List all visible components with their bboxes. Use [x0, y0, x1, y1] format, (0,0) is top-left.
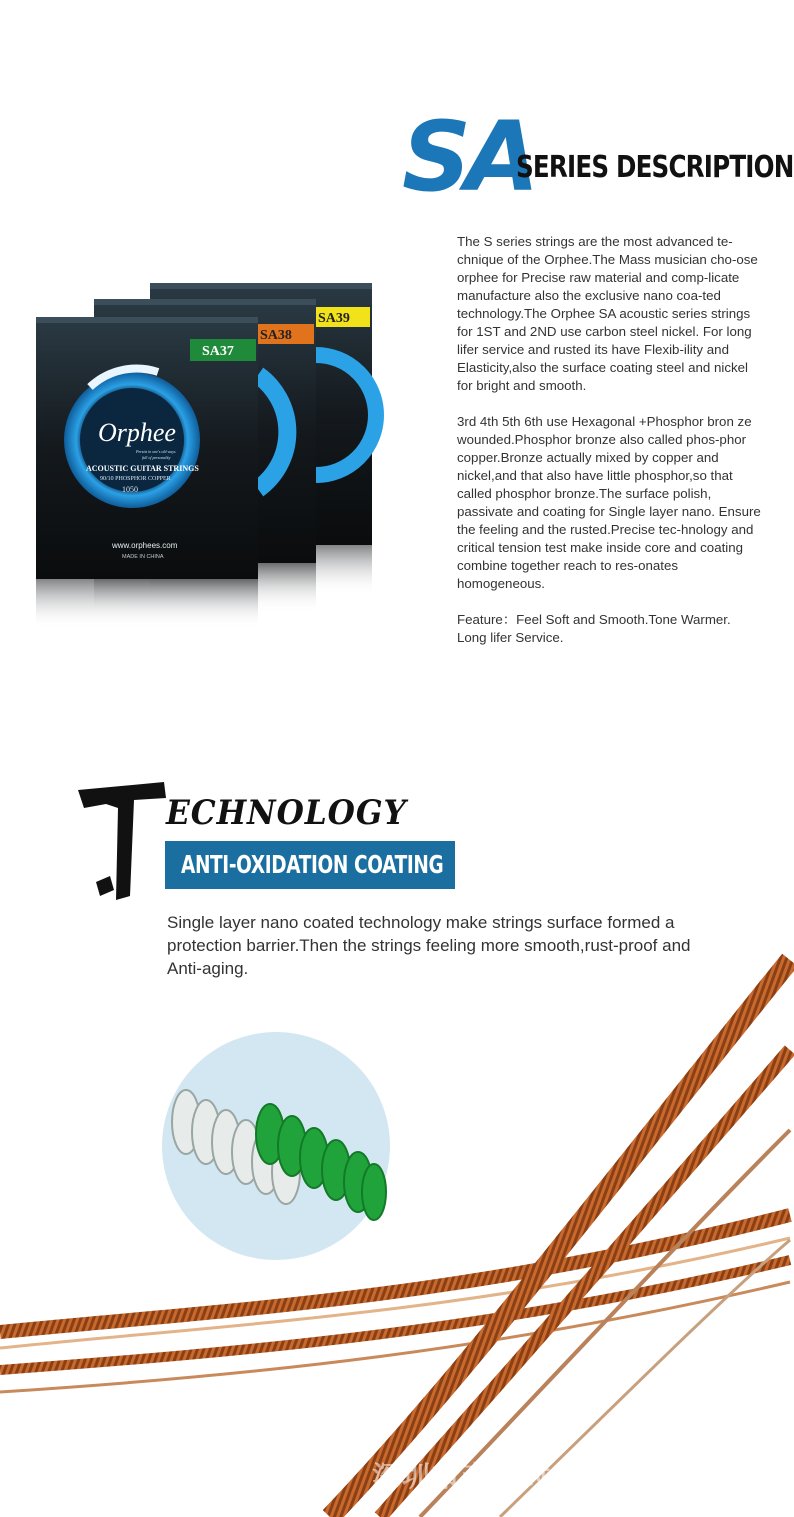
guitar-strings-image — [0, 940, 790, 1517]
model-label-sa38: SA38 — [260, 328, 292, 343]
model-label-sa39: SA39 — [318, 311, 350, 326]
anti-oxidation-banner — [165, 841, 455, 889]
company-watermark: 深圳市音爱时代有限公司 — [372, 1460, 703, 1493]
technology-title: ECHNOLOGY — [166, 793, 407, 833]
sa-description-paragraph: The S series strings are the most advanced te-chnique of the Orphee.The Mass musician cho-ose orphee for Precise raw material and comp-licate manufacture also the exclusive nano coa-ted technology.The Orphee SA acoustic series strings for 1ST and 2ND use carbon steel nickel. For long lifer service and rusted its have Flexib-ility and Elasticity,also the surface coating steel and nickel for bright and smooth. — [457, 234, 758, 393]
sa-description-paragraph: 3rd 4th 5th 6th use Hexagonal +Phosphor bron ze wounded.Phosphor bronze also called phos-phor copper.Bronze actually mixed by copper and nickel,and that also have little phosphor,so that called phosphor bronze.The surface polish, passivate and coating for Single layer nano. Ensure the feeling and the rusted.Precise tec-hnology and critical tension test make inside core and coating combine together reach to res-onates homogeneous. — [457, 414, 761, 591]
technology-description: Single layer nano coated technology make strings surface formed a protection barrier.Then the strings feeling more smooth,rust-proof and Anti-aging. — [167, 913, 691, 978]
product-type-line1: ACOUSTIC GUITAR STRINGS — [86, 464, 199, 473]
nano-coating-illustration — [160, 1030, 392, 1262]
made-in-label: MADE IN CHINA — [122, 554, 164, 560]
brand-website: www.orphees.com — [112, 541, 178, 550]
product-box-sa37 — [36, 317, 258, 629]
sa-description — [457, 233, 762, 665]
brand-logo-text: Orphee — [98, 418, 176, 447]
string-gauge: 1050 — [122, 485, 138, 494]
sa-logo — [400, 98, 534, 213]
technology-initial-t — [76, 778, 168, 904]
model-label-sa37: SA37 — [202, 344, 234, 359]
brand-slogan-line1: Persist in one's old ways — [136, 449, 176, 454]
sa-logo-text: SA — [402, 101, 534, 213]
sa-series-title: SERIES DESCRIPTION — [516, 150, 794, 185]
sa-feature-text: Feature：Feel Soft and Smooth.Tone Warmer. Long lifer Service. — [457, 612, 731, 645]
anti-oxidation-title: ANTI-OXIDATION COATING — [181, 850, 444, 879]
product-type-line2: 90/10 PHOSPHOR COPPER — [100, 476, 171, 482]
product-boxes-image — [30, 275, 390, 635]
brand-slogan-line2: full of personality — [142, 455, 171, 460]
